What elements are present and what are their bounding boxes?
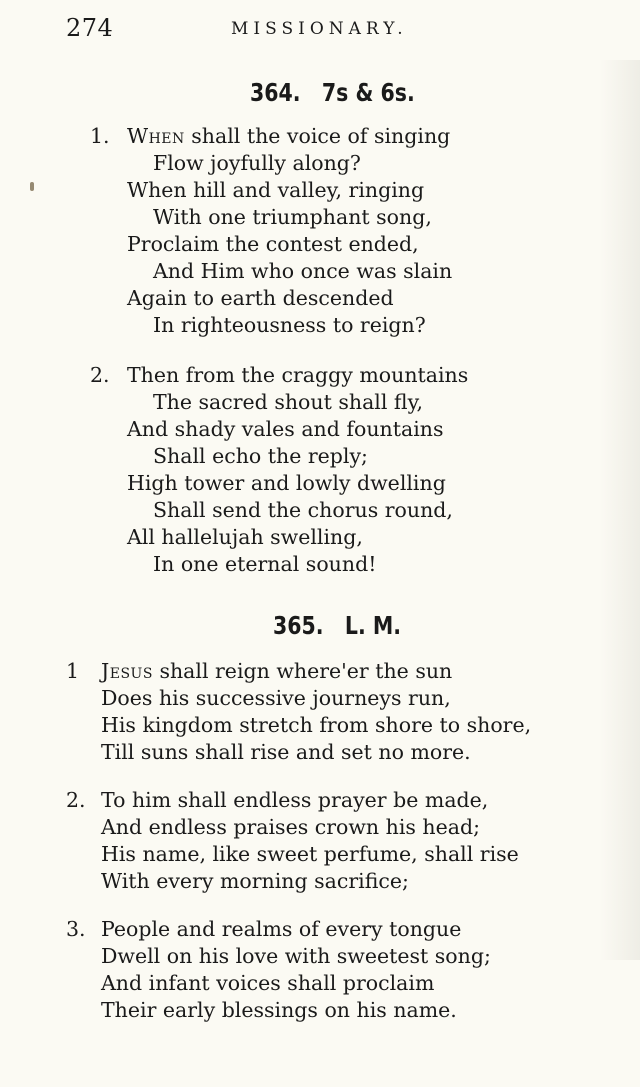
verse-line: And endless praises crown his head;: [101, 815, 481, 839]
verse-line: When hill and valley, ringing: [127, 178, 425, 202]
verse-line-text: shall the voice of singing: [184, 124, 451, 148]
verse-line: High tower and lowly dwelling: [127, 471, 446, 495]
verse-number: 2.: [90, 363, 110, 387]
verse-line: Again to earth descended: [127, 286, 394, 310]
ink-speck: [30, 182, 34, 191]
paper-bleed-through: [600, 60, 640, 960]
verse-line: Till suns shall rise and set no more.: [101, 740, 471, 764]
verse-line: His name, like sweet perfume, shall rise: [101, 842, 519, 866]
verse-line: Then from the craggy mountains: [127, 363, 469, 387]
verse-number: 3.: [66, 917, 86, 941]
verse-line: His kingdom stretch from shore to shore,: [101, 713, 532, 737]
verse-line: And Him who once was slain: [153, 259, 453, 283]
verse-first-word: When: [127, 124, 185, 148]
hymn-meter: 7s & 6s.: [321, 78, 415, 107]
verse-line: Shall echo the reply;: [153, 444, 368, 468]
hymn-heading-364: [250, 78, 415, 107]
verse-number: 1.: [90, 124, 110, 148]
verse-line: [101, 658, 452, 684]
running-head: [66, 14, 466, 48]
hymn-heading-365: [273, 611, 401, 640]
verse-line: In righteousness to reign?: [153, 313, 426, 337]
hymn-number: 365.: [273, 611, 324, 640]
hymn-number: 364.: [250, 78, 301, 107]
hymn-meter: L. M.: [344, 611, 402, 640]
verse-line: To him shall endless prayer be made,: [101, 788, 489, 812]
verse-line: Dwell on his love with sweetest song;: [101, 944, 491, 968]
verse-line: Flow joyfully along?: [153, 151, 361, 175]
verse-line: With one triumphant song,: [153, 205, 432, 229]
verse-line: Their early blessings on his name.: [101, 998, 457, 1022]
verse-line: With every morning sacrifice;: [101, 869, 409, 893]
verse-line: Proclaim the contest ended,: [127, 232, 419, 256]
verse-line: And infant voices shall proclaim: [101, 971, 435, 995]
verse-number: 2.: [66, 788, 86, 812]
verse-first-word: Jesus: [101, 659, 153, 683]
verse-line: [127, 123, 450, 149]
verse-line: People and realms of every tongue: [101, 917, 462, 941]
verse-line: Does his successive journeys run,: [101, 686, 451, 710]
verse-line: And shady vales and fountains: [127, 417, 444, 441]
verse-number: 1: [66, 659, 80, 683]
running-title: MISSIONARY.: [231, 19, 408, 39]
verse-line: Shall send the chorus round,: [153, 498, 453, 522]
verse-line: The sacred shout shall fly,: [153, 390, 423, 414]
verse-line: In one eternal sound!: [153, 552, 377, 576]
verse-line-text: shall reign where'er the sun: [152, 659, 453, 683]
page-number: 274: [66, 14, 114, 42]
verse-line: All hallelujah swelling,: [127, 525, 363, 549]
